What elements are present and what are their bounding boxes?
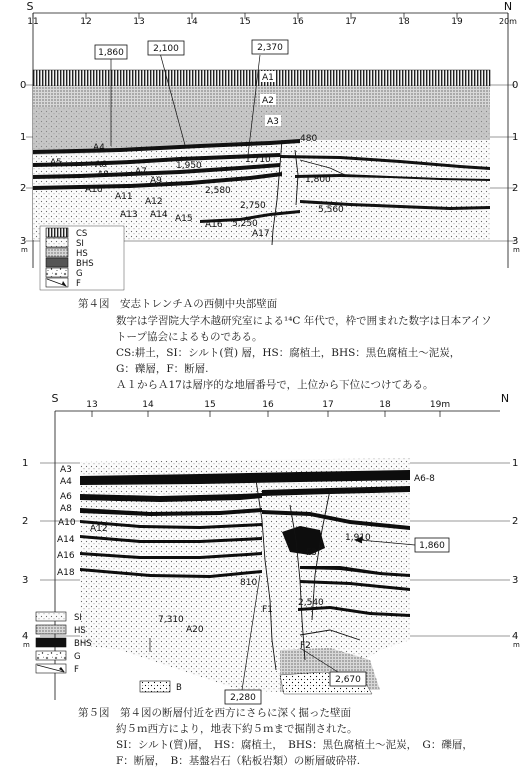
age-label: 1,910 [345, 533, 371, 543]
layer-label: A14 [57, 535, 75, 545]
legend-swatch-si [46, 238, 68, 247]
layer-label: A8 [97, 170, 109, 180]
legend-label-b: B [176, 683, 182, 693]
age-label: 1,800 [305, 175, 331, 185]
layer-label: A9 [150, 176, 162, 186]
figure4-caption-line: 数字は学習院大学木越研究室による¹⁴C 年代で，枠で囲まれた数字は日本アイソ [116, 315, 492, 327]
x-tick-label: 13 [86, 400, 98, 410]
figure4-caption-line: G：礫層，F：断層. [116, 363, 209, 375]
layer-label: A4 [93, 143, 105, 153]
fault-label: F3 [306, 548, 317, 558]
legend-label-g: G [76, 269, 83, 279]
figure4-caption-line: Ａ１からＡ17は層序的な地層番号で，上位から下位につけてある。 [116, 379, 434, 391]
depth-unit-left: m [21, 246, 28, 254]
x-tick-label: 16 [292, 17, 304, 27]
figure5-diagram [36, 411, 510, 704]
legend-swatch-g [36, 651, 66, 660]
figure4-caption-line: トープ協会によるものである。 [116, 331, 263, 343]
corner-label-north: N [500, 392, 510, 405]
legend-swatch-hs [36, 625, 66, 634]
layer-label: A17 [252, 229, 270, 239]
depth-label-left: 3 [20, 236, 27, 247]
corner-label-south: S [26, 0, 34, 13]
depth-label-right: 2 [512, 183, 519, 194]
legend-swatch-g [46, 268, 68, 277]
x-tick-marks [33, 13, 508, 19]
layer-label: A6 [60, 492, 72, 502]
depth-label-left: 1 [20, 132, 27, 143]
legend-swatch-bhs [36, 638, 66, 647]
age-label: 5,560 [318, 205, 344, 215]
layer-label: A1 [262, 73, 274, 83]
boxed-age-label: 1,860 [98, 48, 124, 58]
age-label: 810 [240, 578, 258, 588]
x-tick-label: 19m [429, 400, 451, 410]
layer-label: A6 [95, 160, 107, 170]
legend-label-f: F [74, 665, 79, 675]
age-label: 2,580 [205, 186, 231, 196]
legend-label-si: SI [76, 239, 84, 249]
layer-label: A3 [267, 117, 279, 127]
depth-label-right: 4 [512, 631, 519, 642]
depth-unit-left: m [23, 641, 30, 649]
layer-label: A13 [120, 210, 138, 220]
depth-label-left: 2 [20, 183, 27, 194]
layer-label: A4 [60, 477, 72, 487]
layer-label: A3 [60, 465, 72, 475]
depth-unit-right: m [513, 246, 520, 254]
layer-label: A16 [57, 551, 75, 561]
figure4-caption-title: 第４図 安志トレンチＡの西側中央部壁面 [78, 298, 278, 310]
x-tick-label: 20m [499, 17, 517, 26]
age-label: 1,950 [176, 161, 202, 171]
x-tick-marks [92, 411, 440, 417]
depth-label-right: 2 [512, 516, 519, 527]
layer-label: A5 [50, 158, 62, 168]
x-tick-label: 19 [451, 17, 463, 27]
legend-label-bhs: BHS [74, 639, 92, 649]
depth-label-right: 1 [512, 132, 519, 143]
layer-label: A8 [60, 504, 72, 514]
age-label: 1,710 [245, 155, 271, 165]
fault-label: F2 [300, 641, 311, 651]
legend-swatch-b [140, 681, 170, 692]
fault-label: F1 [262, 605, 273, 615]
layer-label: A20 [186, 625, 204, 635]
x-tick-label: 17 [322, 400, 334, 410]
legend-label-bhs: BHS [76, 259, 94, 269]
figure5-caption-title: 第５図 第４図の断層付近を西方にさらに深く掘った壁面 [78, 707, 351, 719]
age-label: 2,750 [240, 201, 266, 211]
layer-label: A11 [115, 192, 133, 202]
legend-swatch-cs [46, 228, 68, 237]
layer-label: A10 [58, 518, 76, 528]
layer-label: A12 [145, 197, 163, 207]
legend-label-hs: HS [76, 249, 88, 259]
depth-label-left: 2 [22, 516, 29, 527]
legend-swatch-hs [46, 248, 68, 257]
layer-label: A7 [135, 167, 147, 177]
depth-label-left: 0 [20, 80, 27, 91]
x-tick-label: 18 [379, 400, 391, 410]
figure5-caption-line: F：断層， B：基盤岩石（粘板岩類）の断層破砕帯. [116, 755, 361, 767]
boxed-age-label: 2,670 [335, 675, 361, 685]
legend-swatch-si [36, 612, 66, 621]
depth-label-right: 3 [512, 575, 519, 586]
depth-label-left: 3 [22, 575, 29, 586]
x-tick-label: 11 [27, 17, 39, 27]
corner-label-north: N [503, 0, 513, 13]
x-tick-label: 15 [204, 400, 216, 410]
layer-label: A14 [150, 210, 168, 220]
layer-label: A18 [57, 568, 75, 578]
legend-label-hs: HS [74, 626, 86, 636]
age-label: 2,540 [298, 598, 324, 608]
x-tick-label: 18 [398, 17, 410, 27]
x-tick-label: 15 [239, 17, 251, 27]
x-tick-label: 14 [142, 400, 154, 410]
depth-label-right: 1 [512, 458, 519, 469]
x-tick-label: 16 [262, 400, 274, 410]
depth-label-left: 1 [22, 458, 29, 469]
layer-label: A10 [85, 185, 103, 195]
layer-label: A16 [205, 220, 223, 230]
depth-label-right: 0 [512, 80, 519, 91]
depth-label-left: 4 [22, 631, 29, 642]
boxed-age-label: 2,100 [153, 44, 179, 54]
legend-label-g: G [74, 652, 81, 662]
figure4-caption-line: CS:耕土，SI：シルト(質) 層，HS：腐植土，BHS：黒色腐植土～泥炭， [116, 347, 461, 359]
legend-swatch-bhs [46, 258, 68, 267]
layer-label: A2 [262, 96, 274, 106]
boxed-age-label: 1,860 [419, 541, 445, 551]
corner-label-south: S [51, 392, 59, 405]
depth-label-right: 3 [512, 236, 519, 247]
age-label: 480 [300, 134, 318, 144]
age-label: 7,310 [158, 615, 184, 625]
x-tick-label: 17 [345, 17, 357, 27]
layer-label: A6-8 [414, 474, 435, 484]
legend-label-cs: CS [76, 229, 88, 239]
legend-label-f: F [76, 279, 81, 289]
boxed-age-label: 2,280 [230, 693, 256, 703]
figure5-caption-line: 約５ｍ西方により，地表下約５ｍまで掘削された。 [116, 723, 358, 735]
layer-label: A12 [90, 524, 108, 534]
x-tick-label: 13 [133, 17, 145, 27]
age-label: 5,250 [232, 219, 258, 229]
x-tick-label: 14 [186, 17, 198, 27]
figure5-caption-line: SI：シルト(質)層， HS：腐植土， BHS：黒色腐植土～泥炭， G：礫層， [116, 739, 473, 751]
depth-unit-right: m [513, 641, 520, 649]
boxed-age-label: 2,370 [257, 43, 283, 53]
legend-label-si: SI [74, 613, 82, 623]
x-tick-label: 12 [80, 17, 92, 27]
layer-label: A15 [175, 214, 193, 224]
